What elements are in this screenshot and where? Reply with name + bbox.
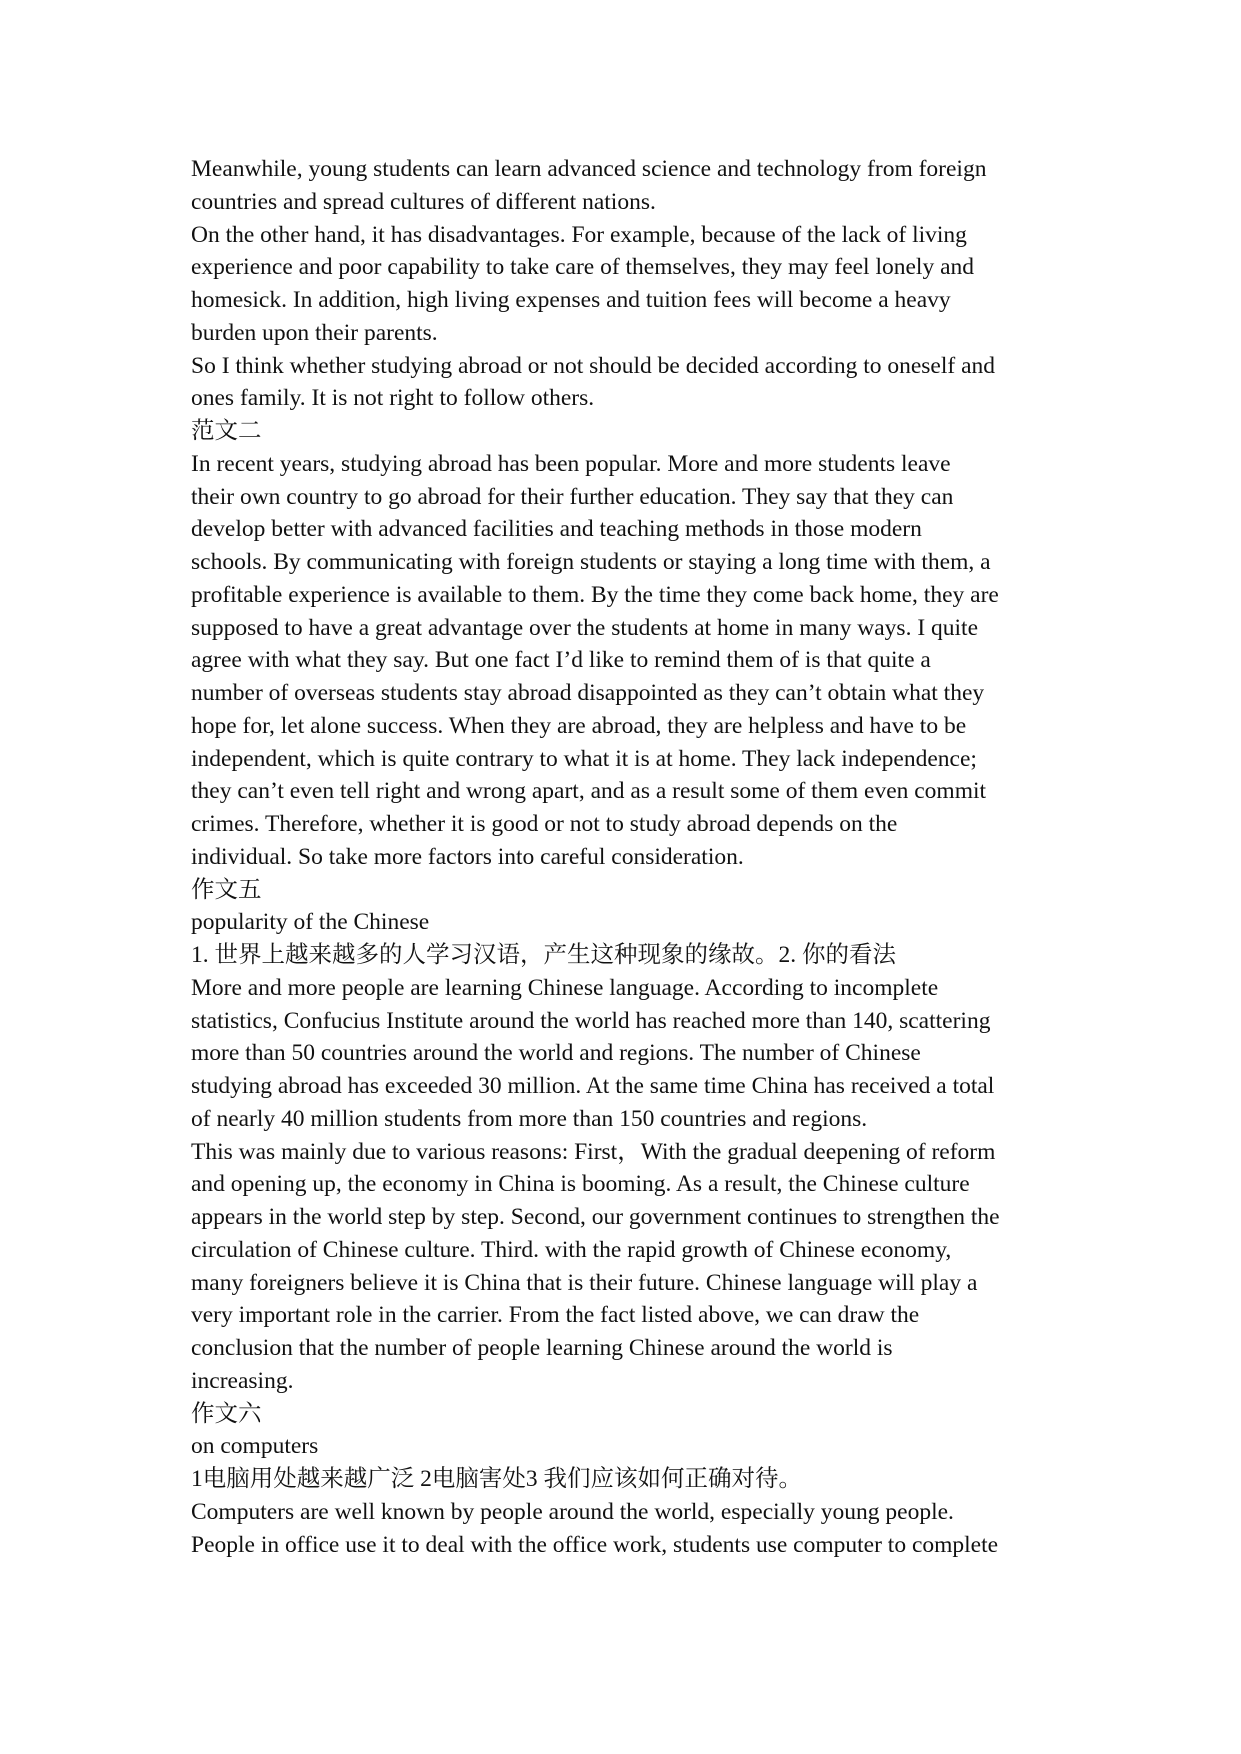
text-line: hope for, let alone success. When they are abroad, they are helpless and have to be [191,712,967,739]
text-line: This was mainly due to various reasons: First，With the gradual deepening of reform [191,1138,996,1165]
text-line: develop better with advanced facilities and teaching methods in those modern [191,516,922,543]
text-line: of nearly 40 million students from more than 150 countries and regions. [191,1105,868,1132]
text-line: Meanwhile, young students can learn advanced science and technology from foreign [191,156,987,182]
section-heading: 范文二 [191,418,262,444]
text-line: conclusion that the number of people learning Chinese around the world is [191,1335,893,1361]
text-line: more than 50 countries around the world and regions. The number of Chinese [191,1040,921,1067]
text-line: schools. By communicating with foreign students or staying a long time with them, a [191,549,991,575]
text-line: More and more people are learning Chinese language. According to incomplete [191,974,939,1001]
text-line: their own country to go abroad for their further education. They say that they can [191,483,954,510]
text-line: many foreigners believe it is China that is their future. Chinese language will play a [191,1269,978,1296]
essay-title: on computers [191,1433,319,1460]
text-line: countries and spread cultures of different nations. [191,188,656,215]
text-line: crimes. Therefore, whether it is good or not to study abroad depends on the [191,811,898,837]
text-line: independent, which is quite contrary to what it is at home. They lack independence; [191,745,977,772]
section-heading: 作文五 [191,876,262,903]
text-line: statistics, Confucius Institute around the world has reached more than 140, scattering [191,1007,991,1034]
text-line: individual. So take more factors into careful consideration. [191,843,744,870]
text-line: People in office use it to deal with the office work, students use computer to complete [191,1531,999,1558]
essay-prompt: 1. 世界上越来越多的人学习汉语，产生这种现象的缘故。2. 你的看法 [191,942,896,968]
text-line: In recent years, studying abroad has been popular. More and more students leave [191,450,951,477]
essay-prompt: 1电脑用处越来越广泛 2电脑害处3 我们应该如何正确对待。 [191,1466,802,1492]
text-line: On the other hand, it has disadvantages. For example, because of the lack of living [191,221,967,248]
text-line: very important role in the carrier. From the fact listed above, we can draw the [191,1302,920,1329]
essay-title: popularity of the Chinese [191,909,430,936]
text-line: profitable experience is available to them. By the time they come back home, they are [191,581,999,608]
text-line: they can’t even tell right and wrong apart, and as a result some of them even commit [191,778,987,805]
text-line: circulation of Chinese culture. Third. with the rapid growth of Chinese economy, [191,1236,952,1263]
text-line: So I think whether studying abroad or not should be decided according to oneself and [191,352,996,379]
text-line: experience and poor capability to take care of themselves, they may feel lonely and [191,254,975,281]
text-line: homesick. In addition, high living expenses and tuition fees will become a heavy [191,287,951,313]
text-line: appears in the world step by step. Second, our government continues to strengthen the [191,1204,1000,1230]
text-line: ones family. It is not right to follow others. [191,385,595,412]
text-line: number of overseas students stay abroad disappointed as they can’t obtain what they [191,680,985,706]
section-heading: 作文六 [191,1400,262,1427]
text-line: Computers are well known by people around the world, especially young people. [191,1498,954,1525]
text-line: supposed to have a great advantage over the students at home in many ways. I quite [191,614,979,641]
text-line: and opening up, the economy in China is booming. As a result, the Chinese culture [191,1171,970,1198]
document-body [191,153,1071,1561]
text-line: studying abroad has exceeded 30 million. At the same time China has received a total [191,1073,995,1099]
text-line: agree with what they say. But one fact I’d like to remind them of is that quite a [191,647,931,674]
text-line: burden upon their parents. [191,319,438,346]
text-line: increasing. [191,1367,294,1394]
